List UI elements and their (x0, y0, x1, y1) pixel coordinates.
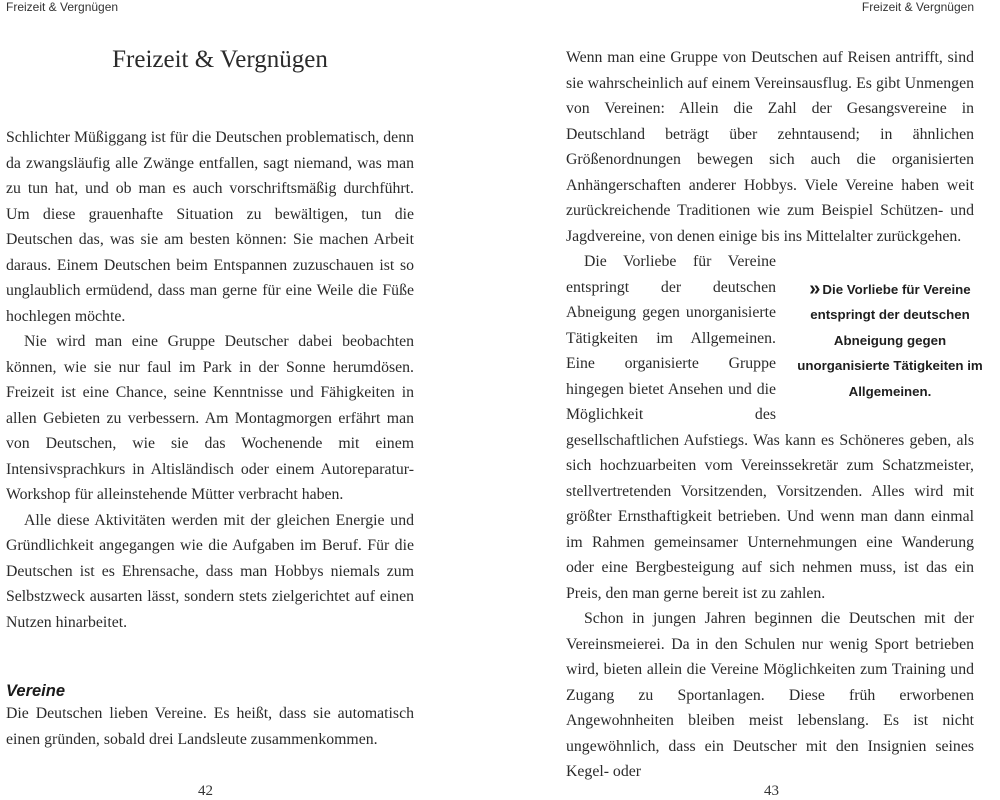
paragraph: Die Deutschen lieben Vereine. Es heißt, dass sie automatisch einen gründen, sobald drei Landsleute zusammenkommen. (6, 705, 414, 748)
paragraph: Alle diese Aktivitäten werden mit der gleichen Energie und Gründlichkeit angegangen wie die Aufgaben im Beruf. Für die Deutschen ist es Ehrensache, dass man Hobbys niemals zum Selbstzweck ausarten lässt, sondern stets zielgerichtet auf einen Nutzen hinarbeitet. (6, 511, 414, 631)
pull-quote (790, 275, 990, 405)
paragraph: Schlichter Müßiggang ist für die Deutschen problematisch, denn da zwangsläufig alle Zwänge entfallen, sagt niemand, was man zu tun hat, und ob man es auch vorschriftsmäßig durchführt. Um diese grauenhafte Situation zu bewältigen, tun die Deutschen das, was sie am besten können: Sie machen Arbeit daraus. Einem Deutschen beim Entspannen zuzuschauen ist so unglaublich ermüdend, dass man gerne für eine Weile die Füße hochlegen möchte. (6, 129, 414, 325)
double-chevron-icon: » (809, 277, 817, 300)
page-number-right: 43 (764, 783, 779, 799)
section-heading: Vereine (6, 682, 66, 700)
left-page (6, 45, 414, 752)
right-page (566, 45, 983, 785)
paragraph: Wenn man eine Gruppe von Deutschen auf Reisen antrifft, sind sie wahrscheinlich auf einem Vereinsausflug. Es gibt Unmengen von Vereinen: Allein die Zahl der Gesangsvereine in Deutschland beträgt über zehntausend; in ähnlichen Größenordnungen bewegen sich auch die organisierten Anhängerschaften anderer Hobbys. Viele Vereine haben weit zurückreichende Traditionen wie zum Beispiel Schützen- und Jagdvereine, von denen einige bis ins Mittelalter zurückgehen. (566, 49, 974, 245)
chapter-title: Freizeit & Vergnügen (112, 46, 328, 73)
paragraph: Schon in jungen Jahren beginnen die Deutschen mit der Vereinsmeierei. Da in den Schulen nur wenig Sport betrieben wird, bieten allein die Vereine Möglichkeiten zum Training und Zugang zu Sportanlagen. Diese früh erworbenen Angewohnheiten bleiben meist lebenslang. Es ist nicht ungewöhnlich, dass ein Deutscher mit den Insignien seines Kegel- oder (566, 610, 974, 780)
paragraph: Die Vorliebe für Vereine entspringt der deutschen Abneigung gegen unorganisierte Tätigkeiten im Allgemeinen. Eine organisierte Gruppe hingegen bietet Ansehen und die Möglichkeit des gesellschaftlichen Aufstiegs. Was kann es Schöneres geben, als sich hochzuarbeiten vom Vereinssekretär zum Schatzmeister, stellvertretenden Vorsitzenden, Vorsitzenden. Alles wird mit größter Ernsthaftigkeit betrieben. Und wenn man dann einmal im Rahmen gemeinsamer Unternehmungen eine Wanderung oder eine Bergbesteigung auf sich nehmen muss, ist das ein Preis, den man gerne bereit ist zu zahlen. (566, 253, 974, 602)
running-head-left: Freizeit & Vergnügen (6, 0, 119, 14)
paragraph: Nie wird man eine Gruppe Deutscher dabei beobachten können, wie sie nur faul im Park in der Sonne herumdösen. Freizeit ist eine Chance, seine Kenntnisse und Fähigkeiten in allen Gebieten zu verbessern. Am Montagmorgen erfährt man von Deutschen, wie sie das Wochenende mit einem Intensivsprachkurs in Altisländisch oder einem Autoreparatur-Workshop für alleinstehende Mütter verbracht haben. (6, 333, 414, 503)
pull-quote-text: Die Vorliebe für Vereine entspringt der deutschen Abneigung gegen unorganisierte Tätigkeiten im Allgemeinen. (797, 281, 983, 399)
page-number-left: 42 (198, 783, 213, 799)
running-head-right: Freizeit & Vergnügen (861, 0, 974, 14)
